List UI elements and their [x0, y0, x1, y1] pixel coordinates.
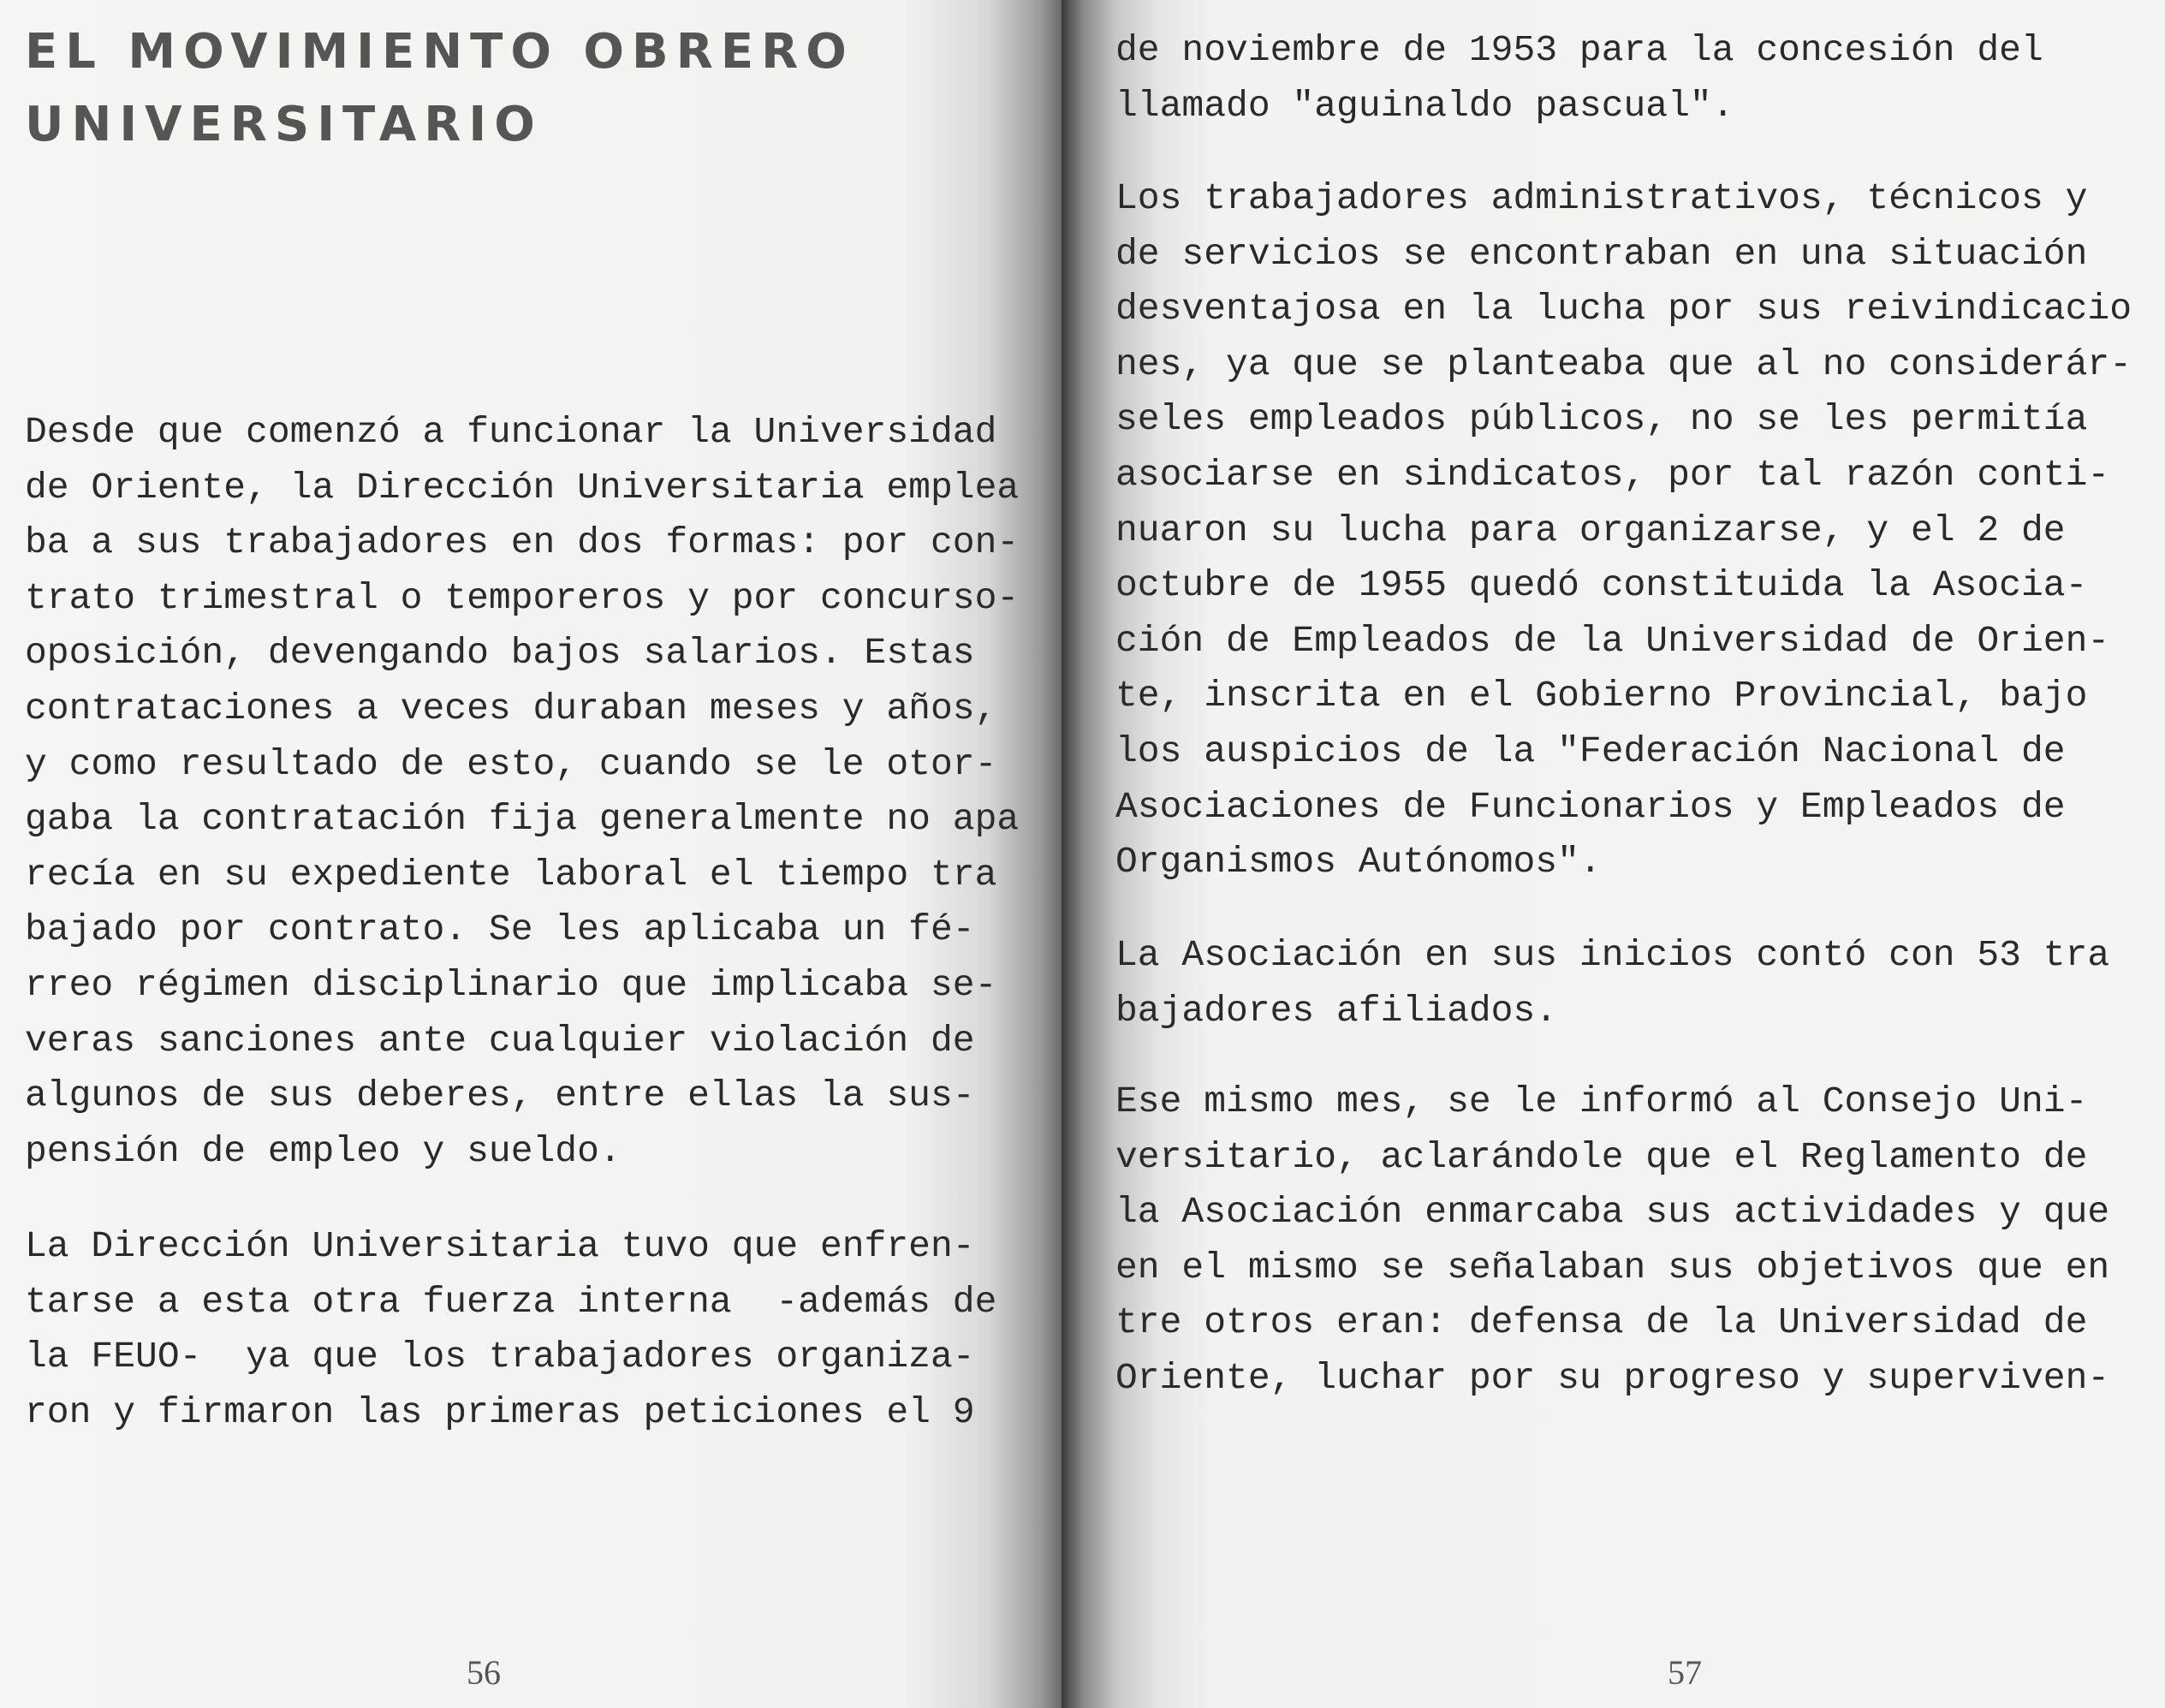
text-line: asociarse en sindicatos, por tal razón conti-: [1115, 454, 2110, 496]
text-line: nuaron su lucha para organizarse, y el 2 de: [1115, 509, 2066, 551]
text-line: la FEUO- ya que los trabajadores organiza-: [25, 1336, 975, 1378]
text-line: rreo régimen disciplinario que implicaba se-: [25, 964, 997, 1006]
text-line: y como resultado de esto, cuando se le otor-: [25, 742, 997, 785]
text-line: algunos de sus deberes, entre ellas la sus-: [25, 1074, 975, 1117]
text-line: veras sanciones ante cualquier violación de: [25, 1019, 975, 1062]
page-number-right: 57: [1668, 1653, 1702, 1692]
text-line: en el mismo se señalaban sus objetivos que en: [1115, 1246, 2110, 1288]
text-line: Desde que comenzó a funcionar la Universidad: [25, 411, 997, 453]
text-line: ba a sus trabajadores en dos formas: por con-: [25, 521, 1020, 564]
text-line: bajadores afiliados.: [1115, 989, 1558, 1032]
text-line: La Asociación en sus inicios contó con 53 tra: [1115, 934, 2110, 976]
text-line: bajado por contrato. Se les aplicaba un fé-: [25, 908, 975, 951]
text-line: tarse a esta otra fuerza interna -además de: [25, 1280, 997, 1323]
text-line: la Asociación enmarcaba sus actividades y que: [1115, 1191, 2110, 1234]
text-line: tre otros eran: defensa de la Universidad de: [1115, 1301, 2088, 1344]
text-line: trato trimestral o temporeros y por concurso-: [25, 576, 1020, 619]
text-line: gaba la contratación fija generalmente no apa: [25, 798, 1020, 841]
page-number-left: 56: [467, 1653, 501, 1692]
right-page: [1062, 0, 2165, 1708]
chapter-title-line-2: UNIVERSITARIO: [25, 97, 543, 152]
text-line: Ese mismo mes, se le informó al Consejo Uni-: [1115, 1080, 2088, 1122]
left-page: [0, 0, 1062, 1708]
text-line: llamado "aguinaldo pascual".: [1115, 84, 1734, 127]
text-line: desventajosa en la lucha por sus reivindicacio: [1115, 288, 2132, 330]
text-line: de Oriente, la Dirección Universitaria emplea: [25, 466, 1020, 509]
text-line: versitario, aclarándole que el Reglamento de: [1115, 1135, 2088, 1178]
chapter-title-line-1: EL MOVIMIENTO OBRERO: [25, 24, 854, 80]
text-line: pensión de empleo y sueldo.: [25, 1129, 622, 1172]
text-line: recía en su expediente laboral el tiempo tra: [25, 853, 997, 896]
text-line: nes, ya que se planteaba que al no considerár-: [1115, 342, 2132, 385]
text-line: los auspicios de la "Federación Nacional de: [1115, 730, 2066, 772]
text-line: Oriente, luchar por su progreso y superviven-: [1115, 1357, 2110, 1399]
text-line: de noviembre de 1953 para la concesión del: [1115, 29, 2043, 71]
text-line: ron y firmaron las primeras peticiones el 9: [25, 1390, 975, 1433]
text-line: oposición, devengando bajos salarios. Estas: [25, 632, 975, 675]
text-line: te, inscrita en el Gobierno Provincial, bajo: [1115, 675, 2088, 717]
text-line: Los trabajadores administrativos, técnicos y: [1115, 177, 2088, 219]
text-line: contrataciones a veces duraban meses y años,: [25, 687, 997, 729]
text-line: Asociaciones de Funcionarios y Empleados de: [1115, 785, 2066, 828]
text-line: octubre de 1955 quedó constituida la Asocia-: [1115, 564, 2088, 607]
text-line: seles empleados públicos, no se les permitía: [1115, 398, 2088, 441]
text-line: La Dirección Universitaria tuvo que enfren-: [25, 1225, 975, 1267]
text-line: ción de Empleados de la Universidad de Orien-: [1115, 619, 2110, 662]
text-line: Organismos Autónomos".: [1115, 841, 1602, 884]
text-line: de servicios se encontraban en una situación: [1115, 232, 2088, 275]
